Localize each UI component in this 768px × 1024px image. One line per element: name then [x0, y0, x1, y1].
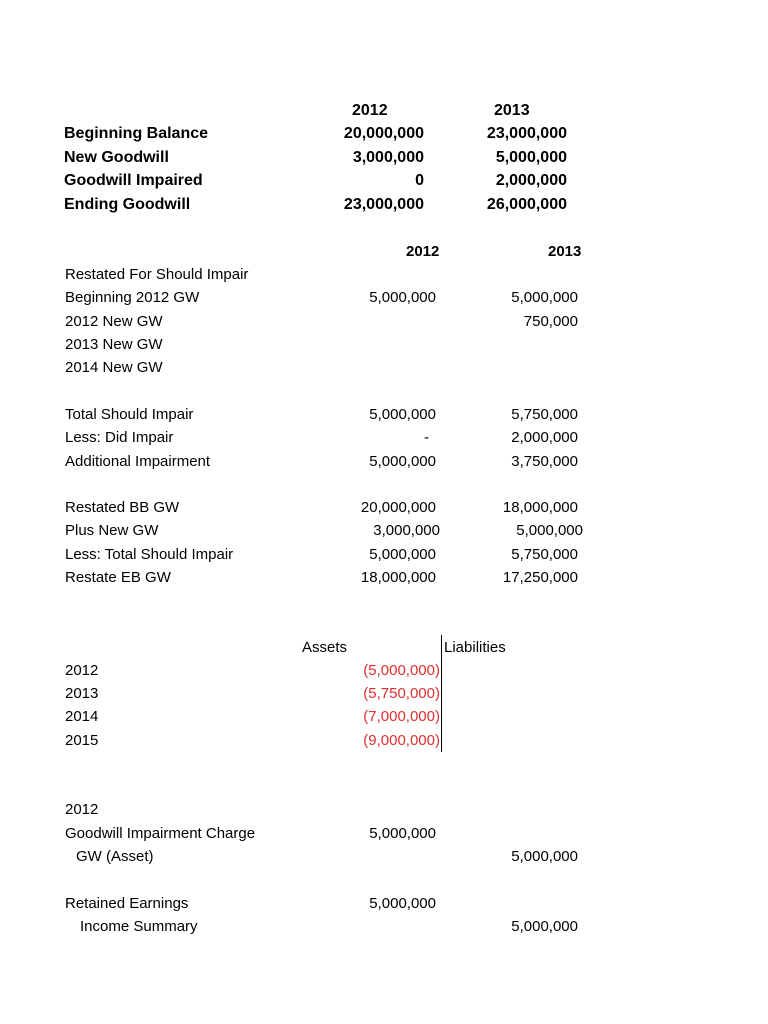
- restated-row-label: 2013 New GW: [65, 336, 163, 353]
- restated-title: Restated For Should Impair: [65, 266, 249, 283]
- restated-row-value: 5,000,000: [369, 406, 436, 423]
- restated-row-label: Less: Total Should Impair: [65, 546, 234, 563]
- journal-credit-account: Income Summary: [80, 918, 198, 935]
- t-account-asset-value: (5,000,000): [363, 662, 440, 679]
- restated-row-label: Beginning 2012 GW: [65, 289, 200, 306]
- summary-row-label: Goodwill Impaired: [64, 172, 203, 189]
- t-account-divider: [441, 635, 442, 752]
- restated-row-label: Total Should Impair: [65, 406, 194, 423]
- summary-row-label: Ending Goodwill: [64, 196, 191, 213]
- restated-row-value: 5,750,000: [511, 406, 578, 423]
- restated-row-value: 18,000,000: [360, 569, 436, 586]
- restated-row-value: 17,250,000: [502, 569, 578, 586]
- restated-row-label: Less: Did Impair: [65, 429, 174, 446]
- t-account-year: 2014: [65, 708, 99, 725]
- summary-row-label: New Goodwill: [64, 149, 169, 166]
- restated-row-value: 5,000,000: [369, 453, 436, 470]
- journal-debit-amount: 5,000,000: [369, 825, 436, 842]
- restated-row-value: 5,000,000: [516, 522, 583, 539]
- summary-row-value: 26,000,000: [486, 196, 567, 213]
- summary-row-value: 5,000,000: [495, 149, 567, 166]
- restated-row-value: 5,750,000: [511, 546, 578, 563]
- restated-row-value: 18,000,000: [502, 499, 578, 516]
- restated-row-value: 5,000,000: [511, 289, 578, 306]
- t-account-asset-value: (9,000,000): [363, 732, 440, 749]
- summary-row-value: 20,000,000: [343, 125, 424, 142]
- journal-debit-amount: 5,000,000: [369, 895, 436, 912]
- summary-year-2013: 2013: [494, 102, 530, 119]
- restated-row-value: 2,000,000: [511, 429, 578, 446]
- journal-credit-amount: 5,000,000: [511, 848, 578, 865]
- summary-row-value: 2,000,000: [495, 172, 567, 189]
- journal-debit-account: Retained Earnings: [65, 895, 189, 912]
- restated-row-value: 3,000,000: [373, 522, 440, 539]
- t-account-asset-value: (5,750,000): [363, 685, 440, 702]
- t-account-year: 2012: [65, 662, 99, 679]
- journal-credit-account: GW (Asset): [76, 848, 154, 865]
- journal-debit-account: Goodwill Impairment Charge: [65, 825, 256, 842]
- restated-row-value: 5,000,000: [369, 546, 436, 563]
- liabilities-header: Liabilities: [444, 639, 506, 656]
- summary-row-label: Beginning Balance: [64, 125, 209, 142]
- restated-row-value: 3,750,000: [511, 453, 578, 470]
- restated-row-value: 20,000,000: [360, 499, 436, 516]
- restated-row-value: -: [424, 429, 429, 446]
- restated-row-value: 5,000,000: [369, 289, 436, 306]
- summary-row-value: 0: [415, 172, 424, 189]
- assets-header: Assets: [302, 639, 348, 656]
- restated-year-2012: 2012: [406, 243, 440, 260]
- journal-credit-amount: 5,000,000: [511, 918, 578, 935]
- t-account-asset-value: (7,000,000): [363, 708, 440, 725]
- summary-row-value: 23,000,000: [486, 125, 567, 142]
- summary-year-2012: 2012: [352, 102, 388, 119]
- restated-row-label: Restated BB GW: [65, 499, 180, 516]
- restated-row-label: 2014 New GW: [65, 359, 163, 376]
- summary-row-value: 3,000,000: [352, 149, 424, 166]
- restated-row-label: Plus New GW: [65, 522, 159, 539]
- restated-row-value: 750,000: [523, 313, 578, 330]
- summary-row-value: 23,000,000: [343, 196, 424, 213]
- restated-row-label: Restate EB GW: [65, 569, 171, 586]
- restated-row-label: 2012 New GW: [65, 313, 163, 330]
- journal-year: 2012: [65, 801, 99, 818]
- t-account-year: 2015: [65, 732, 99, 749]
- restated-year-2013: 2013: [548, 243, 582, 260]
- t-account-year: 2013: [65, 685, 99, 702]
- restated-row-label: Additional Impairment: [65, 453, 211, 470]
